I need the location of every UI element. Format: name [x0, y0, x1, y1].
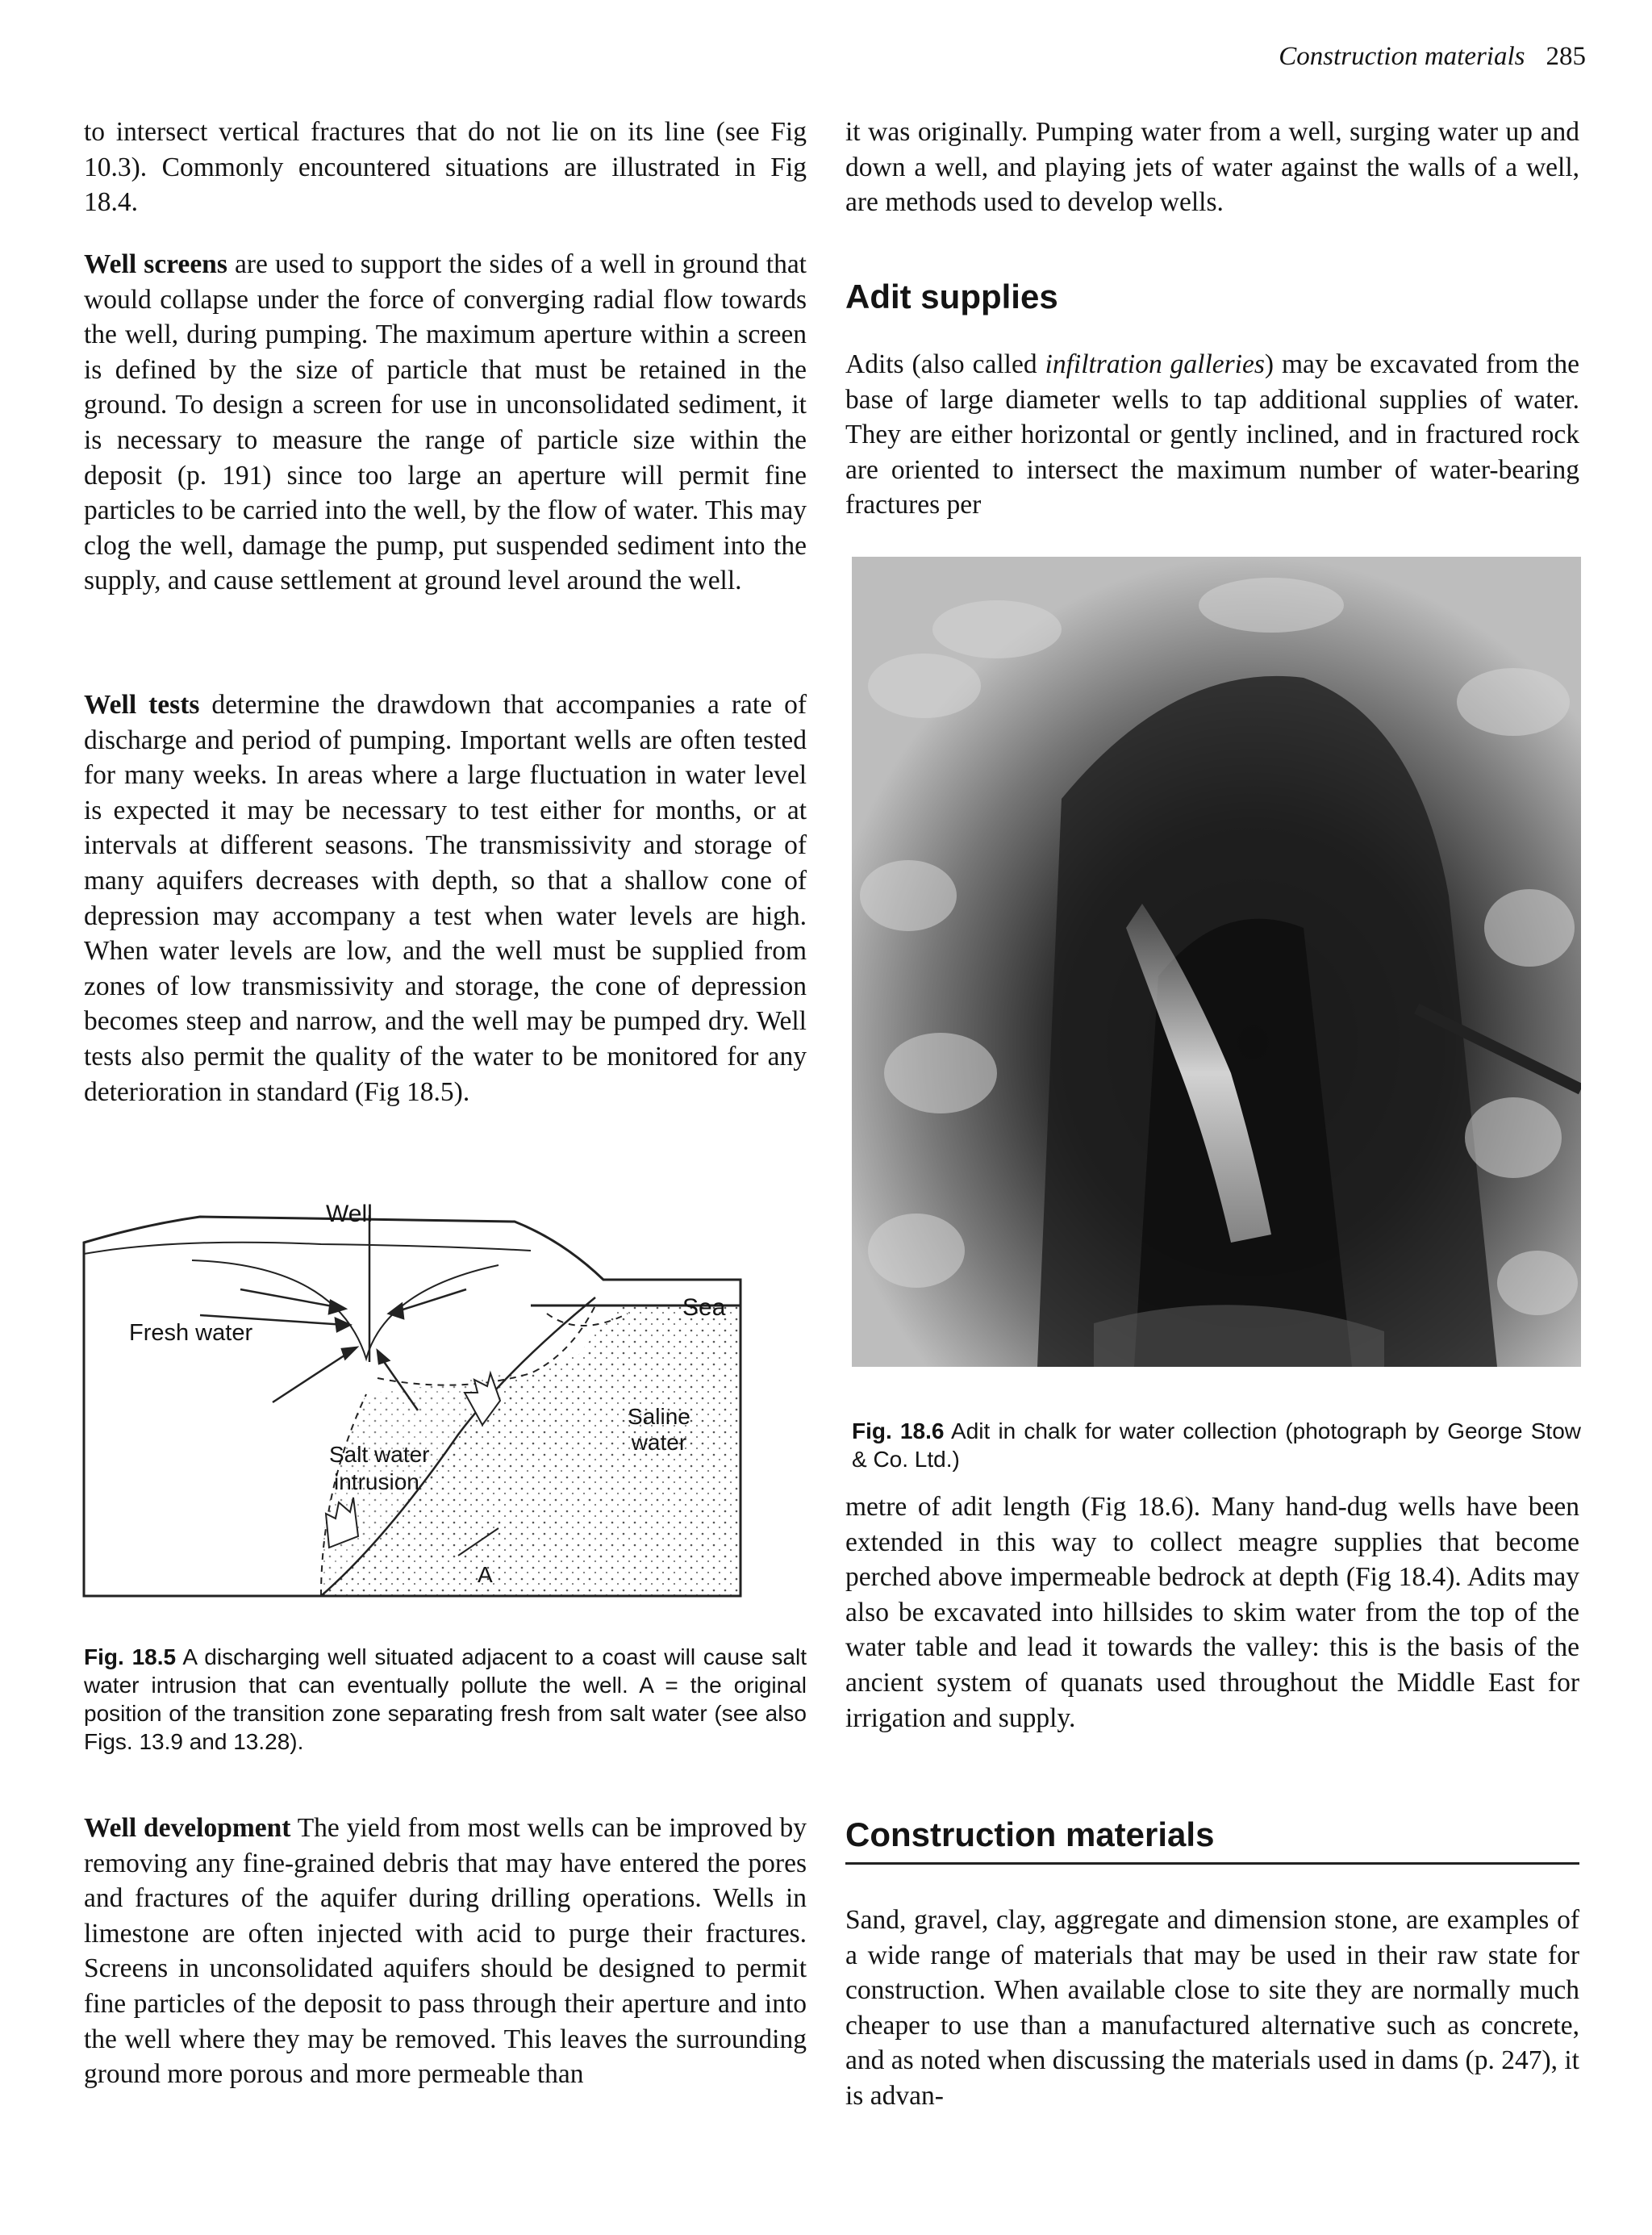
term-well-screens: Well screens — [84, 249, 227, 279]
heading-adit-supplies: Adit supplies — [845, 278, 1058, 315]
heading-construction-materials: Construction materials — [845, 1815, 1215, 1853]
figure-18-5-diagram — [79, 1193, 749, 1612]
figure-18-6-caption: Fig. 18.6 Adit in chalk for water collection (photograph by George Stow & Co. Ltd.) — [852, 1418, 1582, 1472]
section-rule — [845, 1862, 1579, 1865]
left-paragraph-well-development: Well development The yield from most wells can be improved by removing any fine-grained debris that may have entered the pores and fractures of the aquifer during drilling operations. Wells in limestone are often injected with acid to purge their fractures. Screens in unconsolidated aquifers should be designed to permit fine particles of the deposit to pass through their aperture and into the well where they may be removed. This leaves the surrounding ground more porous and more permeable than — [84, 1813, 807, 2090]
term-infiltration-galleries: infiltration galleries — [1045, 349, 1265, 379]
left-paragraph-well-tests: Well tests determine the drawdown that accompanies a rate of discharge and period of pumping. Important wells are often tested for many weeks. In areas where a large fluctuation in water level is expected it may be necessary to test either for months, or at intervals at different seasons. The transmissivity and storage of many aquifers decreases with depth, so that a shallow cone of depression may accompany a test when water levels are high. When water levels are low, and the well must be supplied from zones of low transmissivity and storage, the cone of depression becomes steep and narrow, and the well may be pumped dry. Well tests also permit the quality of the water to be monitored for any deterioration in standard (Fig 18.5). — [84, 690, 807, 1107]
right-paragraph-0: it was originally. Pumping water from a well, surging water up and down a well, and playing jets of water against the walls of a well, are methods used to develop wells. — [845, 117, 1579, 218]
right-paragraph-adits: Adits (also called infiltration galleries) may be excavated from the base of large diameter wells to tap additional supplies of water. They are either horizontal or gently inclined, and in fractured rock are oriented to intersect the maximum number of water-bearing fractures per — [845, 349, 1579, 520]
figure-18-6-photo — [852, 557, 1581, 1367]
label-well: Well — [326, 1201, 373, 1227]
label-saline-water: Saline water — [628, 1404, 690, 1455]
running-title: Construction materials — [1279, 42, 1525, 71]
figure-18-5-caption: Fig. 18.5 A discharging well situated adjacent to a coast will cause salt water intrusion that can eventually pollute the well. A = the original position of the transition zone separating fresh from salt water (see also Figs. 13.9 and 13.28). — [84, 1644, 807, 1754]
left-paragraph-well-screens: Well screens are used to support the sides of a well in ground that would collapse under the force of converging radial flow towards the well, during pumping. The maximum aperture within a screen is defined by the size of particle that must be retained in the ground. To design a screen for use in unconsolidated sediment, it is necessary to measure the range of particle size within the deposit (p. 191) since too large an aperture will permit fine particles to be carried into the well, by the flow of water. This may clog the well, damage the pump, put suspended sediment into the supply, and cause settlement at ground level around the well. — [84, 249, 807, 596]
water-table-line — [84, 1243, 531, 1254]
figure-18-5-caption-label: Fig. 18.5 — [84, 1644, 177, 1669]
term-well-development: Well development — [84, 1813, 291, 1843]
figure-18-6-caption-label: Fig. 18.6 — [852, 1418, 945, 1443]
left-paragraph-0: to intersect vertical fractures that do not lie on its line (see Fig 10.3). Commonly encountered situations are illustrated in Fig 18.4. — [84, 117, 807, 218]
right-paragraph-adit-continued: metre of adit length (Fig 18.6). Many hand-dug wells have been extended in this way to collect meagre supplies that become perched above impermeable bedrock at depth (Fig 18.4). Adits may also be excavated into hillsides to skim water from the top of the water table and lead it towards the valley: this is the basis of the ancient system of quanats used throughout the Middle East for irrigation and supply. — [845, 1492, 1579, 1733]
label-fresh-water: Fresh water — [129, 1320, 253, 1346]
page-number: 285 — [1546, 42, 1586, 71]
running-header — [1279, 42, 1586, 72]
right-paragraph-construction: Sand, gravel, clay, aggregate and dimension stone, are examples of a wide range of materials that may be used in their raw state for construction. When available close to site they are normally much cheaper to use than a manufactured alternative such as concrete, and as noted when discussing the materials used in dams (p. 247), it is advan- — [845, 1905, 1579, 2111]
term-well-tests: Well tests — [84, 690, 200, 720]
label-salt-water-intrusion: Salt water intrusion — [329, 1442, 430, 1494]
label-a: A — [478, 1562, 493, 1587]
label-sea: Sea — [682, 1294, 726, 1321]
